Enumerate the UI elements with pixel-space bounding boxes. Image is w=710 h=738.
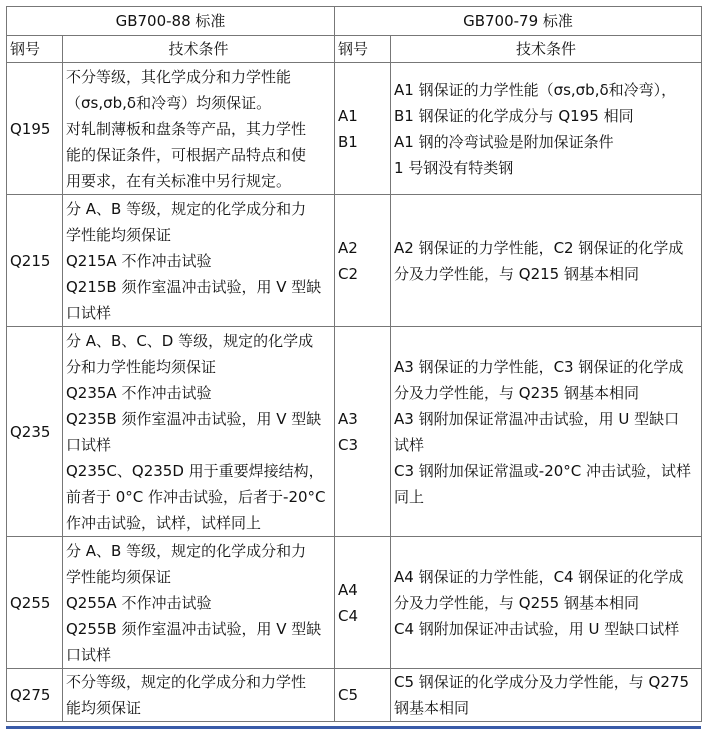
old-code: A2 [338,238,358,257]
text-line: A1 钢的冷弯试验是附加保证条件 [394,132,614,151]
table-row [7,669,702,722]
text-line: Q215B 须作室温冲击试验，用 V 型缺 [66,277,322,296]
text-line: 分 A、B 等级，规定的化学成分和力 [66,541,307,560]
text-line: C5 钢保证的化学成分及力学性能，与 Q275 [394,673,689,691]
old-code: A3 [338,409,358,428]
old-code: C5 [338,686,359,704]
text-line: A3 钢保证的力学性能，C3 钢保证的化学成 [394,357,684,376]
text-line: A2 钢保证的力学性能，C2 钢保证的化学成 [394,238,684,257]
tech-condition-old [391,327,702,537]
old-steel-codes [335,63,391,195]
col-header-tech-old: 技术条件 [391,36,702,63]
steel-code: Q195 [7,63,63,195]
tech-condition-new [63,195,335,327]
text-line: B1 钢保证的化学成分与 Q195 相同 [394,106,634,125]
text-line: Q255B 须作室温冲击试验，用 V 型缺 [66,619,322,638]
text-line: 不分等级，其化学成分和力学性能 [66,67,292,86]
text-line: 学性能均须保证 [66,567,172,586]
old-code: B1 [338,132,358,151]
text-line: 作冲击试验，试样，试样同上 [66,513,262,532]
text-line: C4 钢附加保证冲击试验，用 U 型缺口试样 [394,619,680,638]
column-header-row [7,36,702,63]
steel-grade-table [6,6,702,722]
bottom-border-line [6,726,701,729]
text-line: 分 A、B 等级，规定的化学成分和力 [66,199,307,218]
text-line: A3 钢附加保证常温冲击试验，用 U 型缺口 [394,409,680,428]
steel-code: Q275 [7,669,63,722]
table-row [7,63,702,195]
table-row [7,195,702,327]
text-line: Q235A 不作冲击试验 [66,383,212,402]
text-line: 不分等级，规定的化学成分和力学性 [66,673,307,691]
text-line: Q215A 不作冲击试验 [66,251,212,270]
tech-condition-old [391,669,702,722]
tech-condition-old [391,63,702,195]
tech-condition-new [63,327,335,537]
text-line: 用要求，在有关标准中另行规定。 [66,171,292,190]
old-code: C3 [338,435,359,454]
old-code: A4 [338,580,358,599]
text-line: 对轧制薄板和盘条等产品，其力学性 [66,119,307,138]
text-line: 1 号钢没有特类钢 [394,158,514,177]
text-line: 同上 [394,487,425,506]
text-line: 口试样 [66,435,112,454]
col-header-tech-new: 技术条件 [63,36,335,63]
text-line: （σs,σb,δ和冷弯）均须保证。 [66,93,272,112]
text-line: Q255A 不作冲击试验 [66,593,212,612]
text-line: 学性能均须保证 [66,225,172,244]
text-line: 分 A、B、C、D 等级，规定的化学成 [66,331,314,350]
old-code: A1 [338,106,358,125]
old-steel-codes [335,327,391,537]
tech-condition-new [63,537,335,669]
old-steel-codes [335,195,391,327]
text-line: 钢基本相同 [394,699,470,717]
group-header-gb700-88: GB700-88 标准 [7,7,335,36]
col-header-code-new: 钢号 [7,36,63,63]
tech-condition-new [63,669,335,722]
text-line: A1 钢保证的力学性能（σs,σb,δ和冷弯）， [394,80,677,99]
text-line: Q235C、Q235D 用于重要焊接结构， [66,461,324,480]
text-line: 能均须保证 [66,699,142,717]
text-line: C3 钢附加保证常温或-20°C 冲击试验，试样 [394,461,692,480]
group-header-row [7,7,702,36]
text-line: 口试样 [66,303,112,322]
text-line: 分和力学性能均须保证 [66,357,217,376]
old-code: C4 [338,606,359,625]
steel-code: Q215 [7,195,63,327]
steel-code: Q255 [7,537,63,669]
old-code: C2 [338,264,359,283]
old-steel-codes [335,669,391,722]
text-line: 能的保证条件，可根据产品特点和使 [66,145,307,164]
text-line: 试样 [394,435,425,454]
text-line: 分及力学性能，与 Q235 钢基本相同 [394,383,639,402]
table-row [7,327,702,537]
text-line: 前者于 0°C 作冲击试验，后者于-20°C [66,487,326,506]
text-line: 口试样 [66,645,112,664]
group-header-gb700-79: GB700-79 标准 [335,7,702,36]
table-row [7,537,702,669]
text-line: 分及力学性能，与 Q215 钢基本相同 [394,264,639,283]
steel-code: Q235 [7,327,63,537]
text-line: A4 钢保证的力学性能，C4 钢保证的化学成 [394,567,684,586]
col-header-code-old: 钢号 [335,36,391,63]
tech-condition-old [391,537,702,669]
tech-condition-new [63,63,335,195]
old-steel-codes [335,537,391,669]
text-line: 分及力学性能，与 Q255 钢基本相同 [394,593,639,612]
tech-condition-old [391,195,702,327]
text-line: Q235B 须作室温冲击试验，用 V 型缺 [66,409,322,428]
